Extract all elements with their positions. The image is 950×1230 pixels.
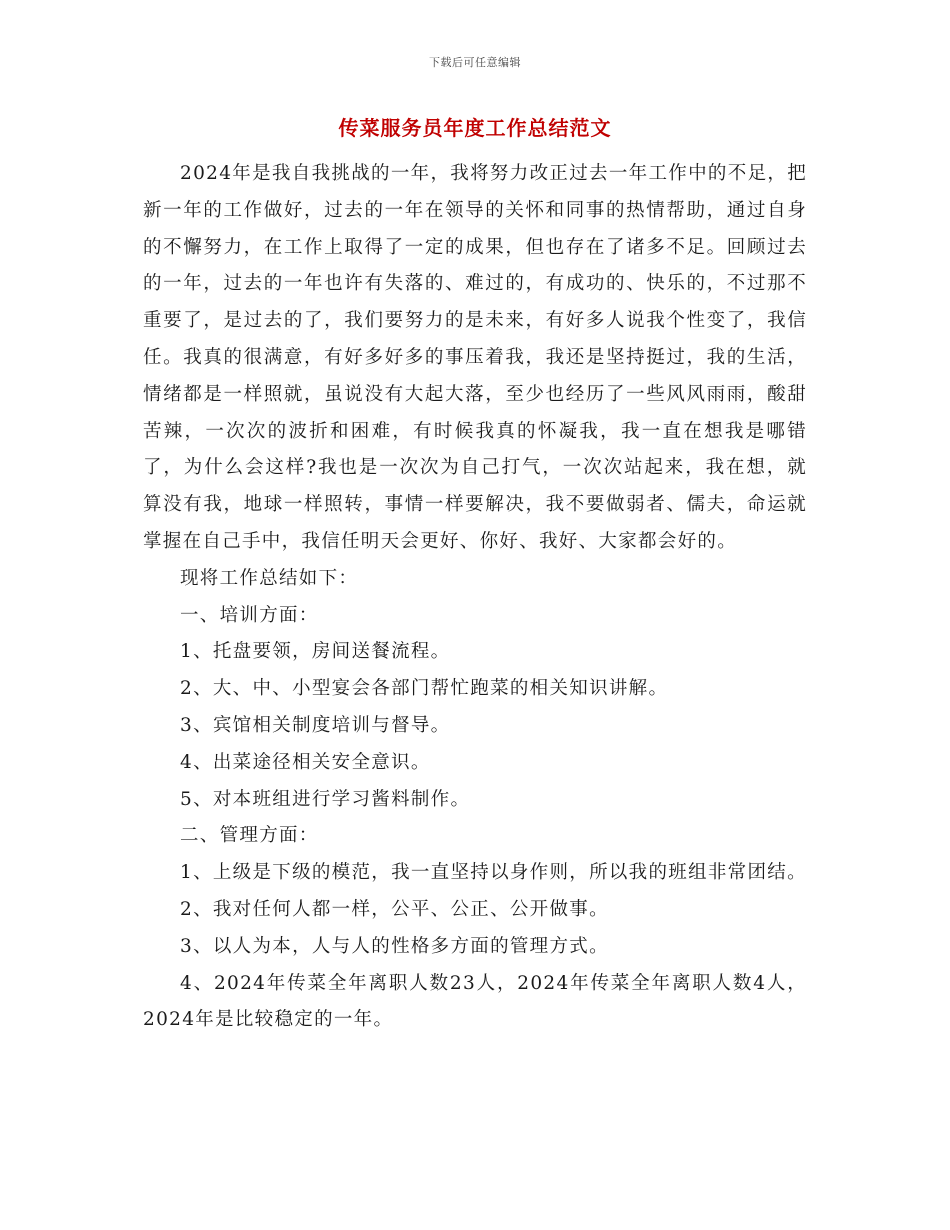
- list-item: 3、宾馆相关制度培训与督导。: [180, 714, 451, 736]
- list-item: 5、对本班组进行学习酱料制作。: [180, 788, 471, 810]
- list-item: 4、出菜途径相关安全意识。: [180, 751, 431, 773]
- document-body: [143, 156, 807, 1039]
- paragraph-intro: 2024年是我自我挑战的一年，我将努力改正过去一年工作中的不足，把新一年的工作做好，过去的一年在领导的关怀和同事的热情帮助，通过自身的不懈努力，在工作上取得了一定的成果，但也存在了诸多不足。回顾过去的一年，过去的一年也许有失落的、难过的，有成功的、快乐的，不过那不重要了，是过去的了，我们要努力的是未来，有好多人说我个性变了，我信任。我真的很满意，有好多好多的事压着我，我还是坚持挺过，我的生活，情绪都是一样照就，虽说没有大起大落，至少也经历了一些风风雨雨，酸甜苦辣，一次次的波折和困难，有时候我真的怀凝我，我一直在想我是哪错了，为什么会这样?我也是一次次为自己打气，一次次站起来，我在想，就算没有我，地球一样照转，事情一样要解决，我不要做弱者、儒夫，命运就掌握在自己手中，我信任明天会更好、你好、我好、大家都会好的。: [143, 163, 807, 552]
- list-item: 2、大、中、小型宴会各部门帮忙跑菜的相关知识讲解。: [180, 678, 669, 700]
- page-header-note: 下载后可任意编辑: [429, 56, 521, 69]
- list-item: 3、以人为本，人与人的性格多方面的管理方式。: [180, 935, 609, 957]
- section-heading-management: 二、管理方面：: [180, 825, 319, 847]
- document-title: 传菜服务员年度工作总结范文: [338, 116, 612, 140]
- section-heading-training: 一、培训方面：: [180, 604, 319, 626]
- list-item: 4、2024年传菜全年离职人数23人，2024年传菜全年离职人数4人， 2024年是比较稳定的一年。: [143, 972, 807, 1031]
- list-item: 1、上级是下级的模范，我一直坚持以身作则，所以我的班组非常团结。: [180, 862, 807, 884]
- paragraph-summary-lead: 现将工作总结如下：: [180, 567, 359, 589]
- list-item: 1、托盘要领，房间送餐流程。: [180, 641, 451, 663]
- list-item: 2、我对任何人都一样，公平、公正、公开做事。: [180, 898, 609, 920]
